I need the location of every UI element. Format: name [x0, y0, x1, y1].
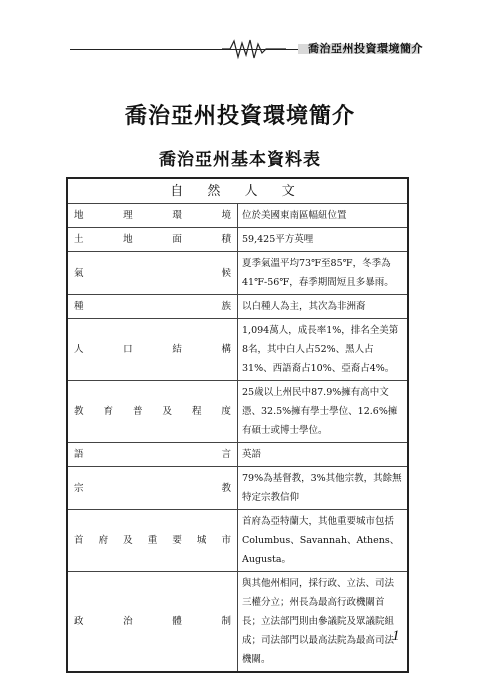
row-value-language: 英語 — [238, 443, 409, 467]
label-char: 氣 — [74, 267, 84, 279]
row-label-climate — [67, 252, 238, 295]
label-char: 地 — [123, 234, 133, 245]
label-char: 族 — [221, 301, 231, 312]
row-value-religion: 79%為基督教，3%其他宗教，其餘無特定宗教信仰 — [238, 467, 409, 510]
running-header: 喬治亞州投資環境簡介 — [308, 42, 423, 55]
row-value-education: 25歲以上州民中87.9%擁有高中文憑、32.5%擁有學士學位、12.6%擁有碩士或博士學位。 — [238, 381, 409, 443]
label-char: 理 — [123, 210, 133, 221]
page-title: 喬治亞州投資環境簡介 — [124, 104, 355, 129]
label-char: 結 — [172, 344, 182, 355]
label-char: 境 — [221, 210, 231, 221]
label-char: 環 — [172, 210, 182, 221]
row-value-ethnicity: 以白種人為主，其次為非洲裔 — [238, 295, 409, 319]
label-char: 城 — [196, 535, 207, 546]
label-char: 制 — [221, 616, 231, 627]
label-char: 政 — [74, 616, 84, 627]
label-char: 度 — [221, 406, 231, 417]
row-label-government — [67, 572, 238, 673]
label-char: 體 — [172, 616, 182, 627]
row-value-climate: 夏季氣溫平均73℉至85℉，冬季為41℉-56℉，春季期間短且多暴雨。 — [238, 252, 409, 295]
table-row — [67, 443, 408, 467]
label-char: 育 — [103, 406, 113, 417]
label-char: 地 — [74, 210, 84, 221]
label-char: 及 — [162, 406, 172, 417]
table-row — [67, 252, 408, 295]
label-char: 首 — [74, 535, 84, 546]
table-row — [67, 204, 408, 228]
row-label-geography — [67, 204, 238, 228]
heartbeat-icon — [222, 38, 286, 60]
label-char: 及 — [123, 535, 133, 546]
label-char: 宗 — [74, 482, 84, 494]
row-label-cities — [67, 510, 238, 572]
label-char: 教 — [221, 482, 231, 494]
label-char: 治 — [123, 616, 133, 627]
row-label-language — [67, 443, 238, 467]
page-subtitle: 喬治亞州基本資料表 — [159, 150, 321, 170]
row-label-religion — [67, 467, 238, 510]
label-char: 教 — [74, 406, 84, 417]
label-char: 積 — [221, 234, 231, 245]
section-heading: 自 然 人 文 — [67, 178, 408, 204]
table-row — [67, 319, 408, 381]
row-value-cities: 首府為亞特蘭大，其他重要城市包括Columbus、Savannah、Athens、Augusta。 — [238, 510, 409, 572]
table-row — [67, 228, 408, 252]
basic-info-table — [66, 177, 409, 673]
label-char: 府 — [98, 535, 109, 546]
row-value-geography: 位於美國東南區幅紐位置 — [238, 204, 409, 228]
row-value-population: 1,094萬人，成長率1%，排名全美第8名，其中白人占52%、黑人占31%、西語裔占10%、亞裔占4%。 — [238, 319, 409, 381]
label-char: 口 — [123, 344, 133, 355]
label-char: 土 — [74, 234, 84, 245]
label-char: 言 — [221, 449, 231, 460]
label-char: 普 — [132, 406, 143, 417]
row-value-government: 與其他州相同，採行政、立法、司法三權分立；州長為最高行政機關首長；立法部門則由參議院及眾議院組成；司法部門以最高法院為最高司法機關。 — [238, 572, 409, 673]
label-char: 重 — [147, 535, 158, 546]
label-char: 程 — [191, 406, 202, 417]
row-value-area: 59,425平方英哩 — [238, 228, 409, 252]
label-char: 語 — [74, 449, 84, 460]
row-label-education — [67, 381, 238, 443]
label-char: 人 — [74, 344, 84, 355]
row-label-population — [67, 319, 238, 381]
row-label-area — [67, 228, 238, 252]
label-char: 種 — [74, 301, 84, 312]
label-char: 面 — [172, 234, 182, 245]
table-row — [67, 510, 408, 572]
label-char: 候 — [221, 267, 231, 279]
row-label-ethnicity — [67, 295, 238, 319]
label-char: 構 — [221, 344, 231, 355]
label-char: 市 — [221, 535, 231, 546]
table-row — [67, 295, 408, 319]
table-row — [67, 467, 408, 510]
page-number: 1 — [392, 628, 400, 644]
table-row — [67, 572, 408, 673]
table-row — [67, 381, 408, 443]
label-char: 要 — [172, 535, 182, 546]
